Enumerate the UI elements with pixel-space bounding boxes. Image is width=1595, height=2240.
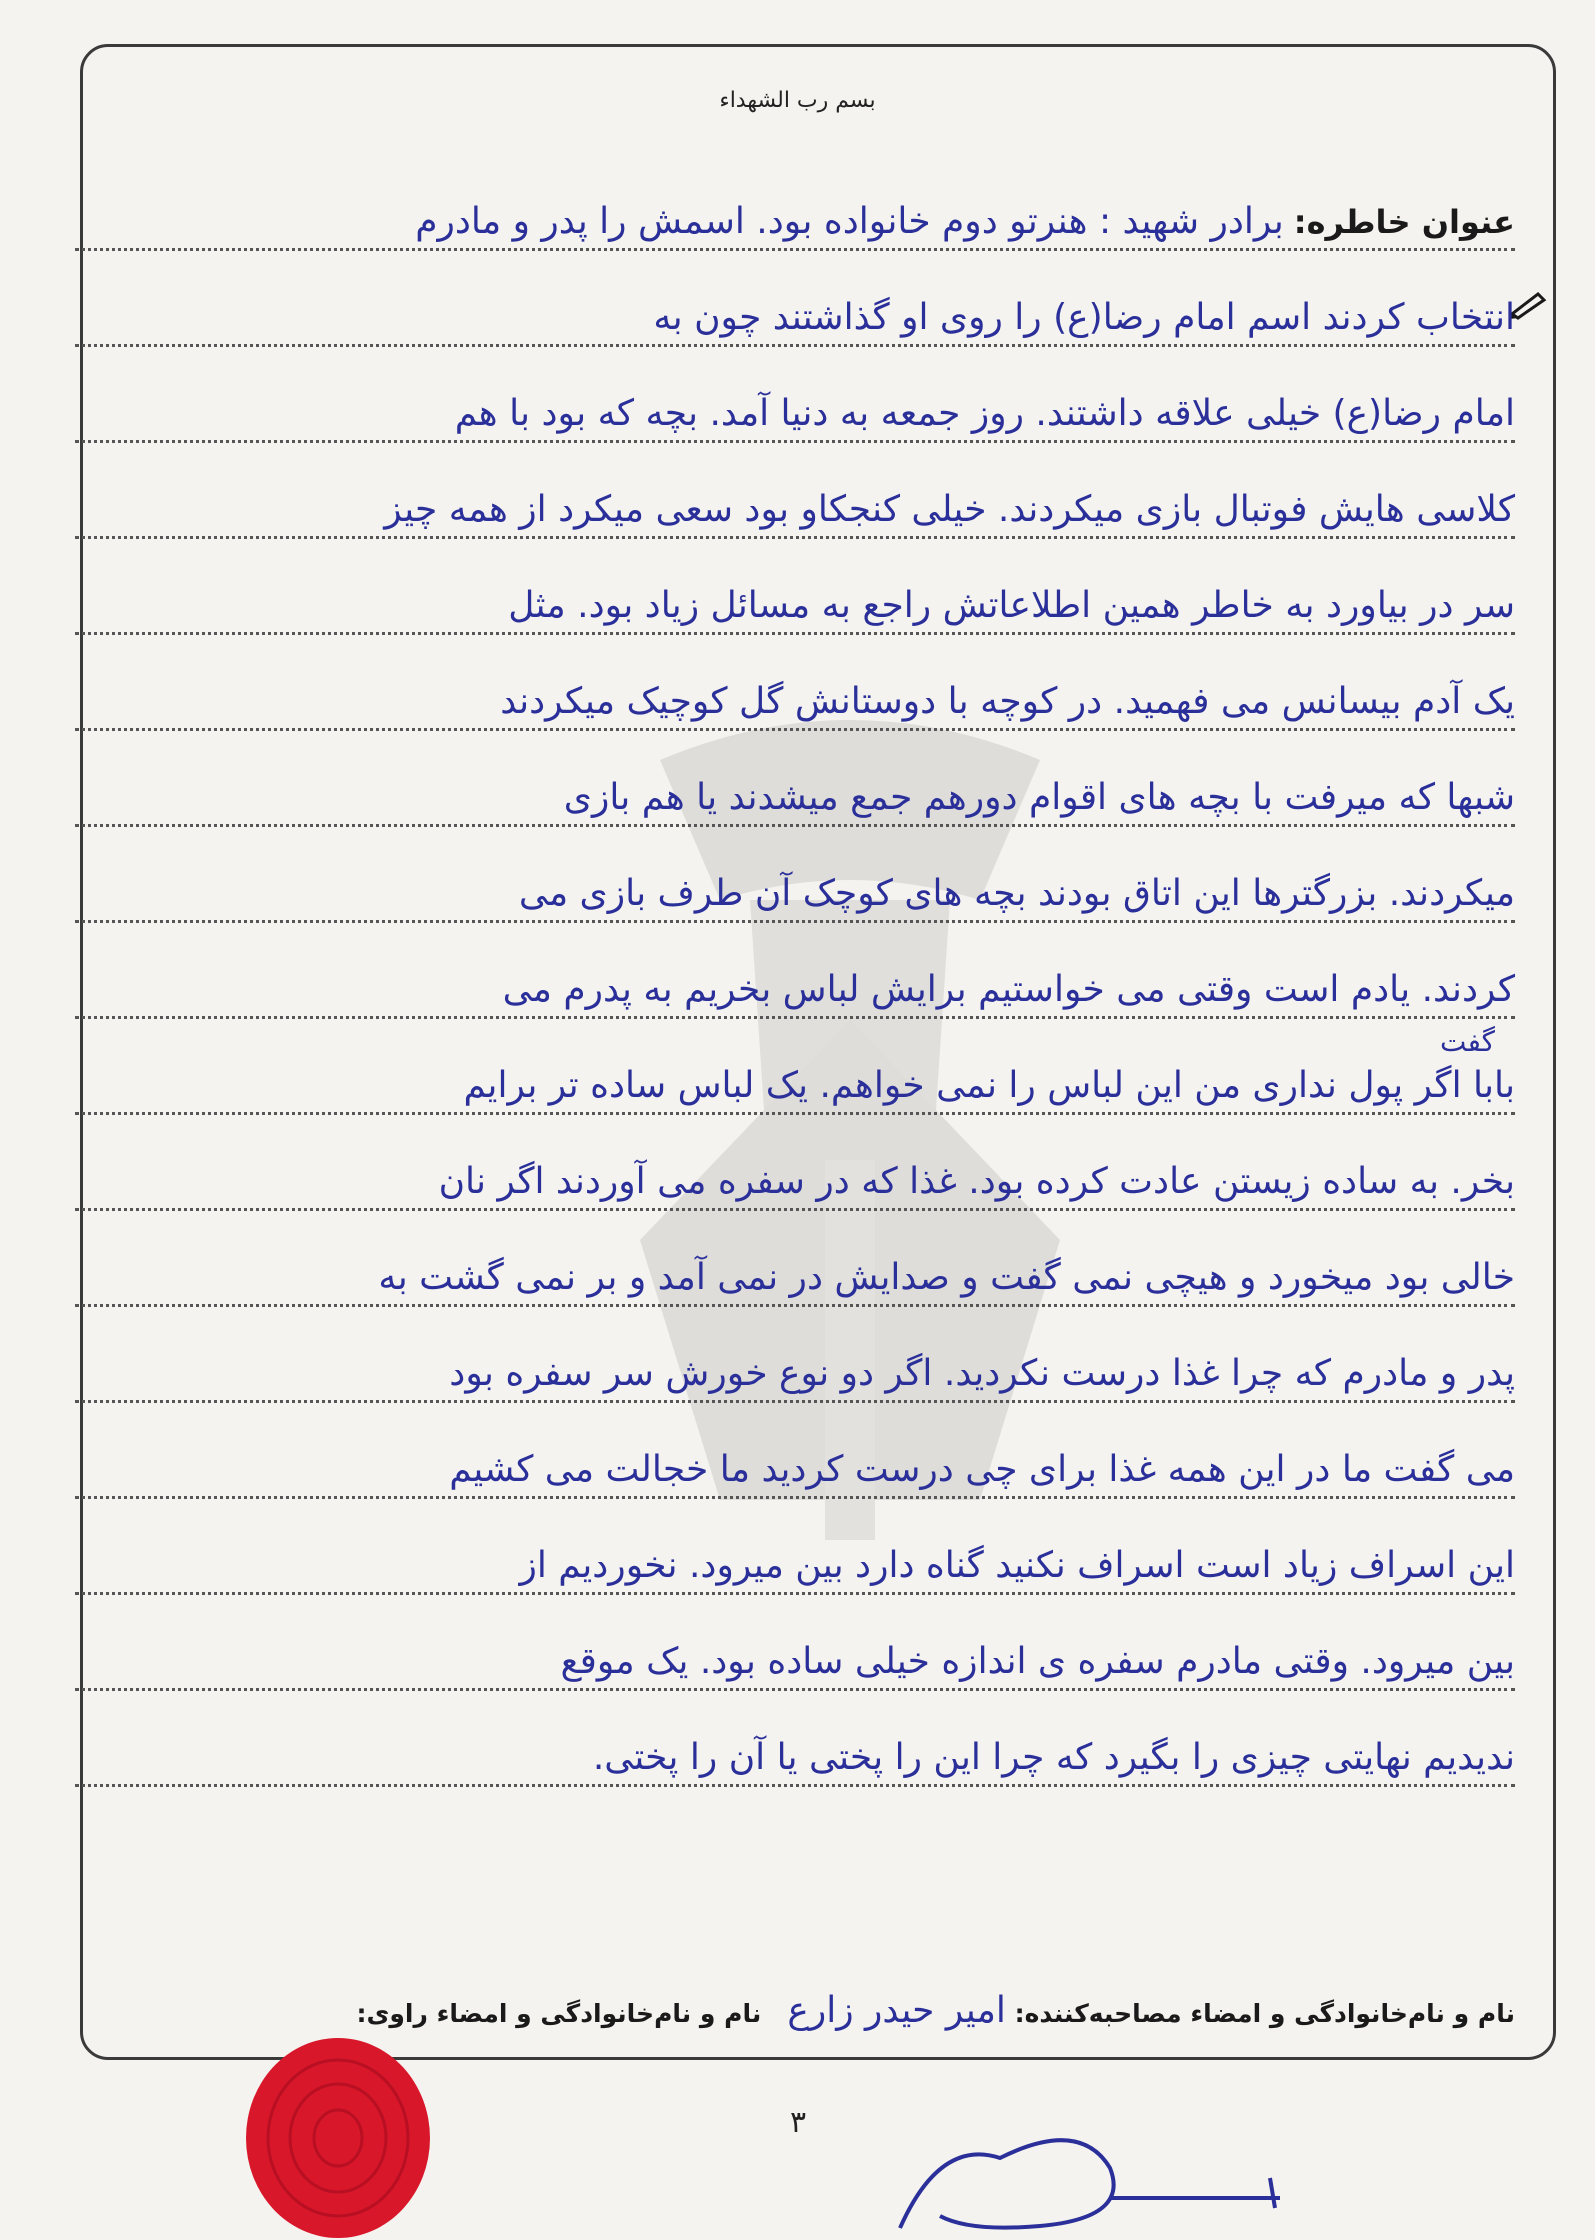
memory-line-17: ندیدیم نهایتی چیزی را بگیرد که چرا این را پختی یا آن را پختی. xyxy=(75,1732,1515,1787)
thumbprint-mark xyxy=(238,2028,438,2240)
memory-line-5: سر در بیاورد به خاطر همین اطلاعاتش راجع به مسائل زیاد بود. مثل xyxy=(75,580,1515,635)
memory-line-4: کلاسی هایش فوتبال بازی میکردند. خیلی کنجکاو بود سعی میکرد از همه چیز xyxy=(75,484,1515,539)
margin-note: گفت xyxy=(1440,1025,1495,1058)
document-heading: بسم رب الشهداء xyxy=(719,88,876,113)
memory-line-text: برادر شهید : هنرتو دوم خانواده بود. اسمش را پدر و مادرم xyxy=(415,201,1284,242)
memory-line-12: خالی بود میخورد و هیچی نمی گفت و صدایش در نمی آمد و بر نمی گشت به xyxy=(75,1252,1515,1307)
narrator-label: نام و نام‌خانوادگی و امضاء راوی: xyxy=(356,1999,762,2028)
memory-line-1 xyxy=(75,196,1515,251)
memory-line-11: بخر. به ساده زیستن عادت کرده بود. غذا که در سفره می آوردند اگر نان xyxy=(75,1156,1515,1211)
memory-line-3: امام رضا(ع) خیلی علاقه داشتند. روز جمعه به دنیا آمد. بچه که بود با هم xyxy=(75,388,1515,443)
memory-line-2: انتخاب کردند اسم امام رضا(ع) را روی او گذاشتند چون به xyxy=(75,292,1515,347)
memory-line-14: می گفت ما در این همه غذا برای چی درست کردید ما خجالت می کشیم xyxy=(75,1444,1515,1499)
signature-footer xyxy=(65,1990,1515,2031)
memory-line-10: بابا اگر پول نداری من این لباس را نمی خواهم. یک لباس ساده تر برایم xyxy=(75,1060,1515,1115)
memory-line-9: کردند. یادم است وقتی می خواستیم برایش لباس بخریم به پدرم می xyxy=(75,964,1515,1019)
memory-line-16: بین میرود. وقتی مادرم سفره ی اندازه خیلی ساده بود. یک موقع xyxy=(75,1636,1515,1691)
memory-line-13: پدر و مادرم که چرا غذا درست نکردید. اگر دو نوع خورش سر سفره بود xyxy=(75,1348,1515,1403)
interviewer-name: امیر حیدر زارع xyxy=(787,1990,1006,2031)
memory-title-label: عنوان خاطره: xyxy=(1293,203,1515,241)
memory-line-7: شبها که میرفت با بچه های اقوام دورهم جمع میشدند یا هم بازی xyxy=(75,772,1515,827)
narrator-signature xyxy=(880,2098,1300,2240)
memory-line-8: میکردند. بزرگترها این اتاق بودند بچه های کوچک آن طرف بازی می xyxy=(75,868,1515,923)
memory-line-6: یک آدم بیسانس می فهمید. در کوچه با دوستانش گل کوچیک میکردند xyxy=(75,676,1515,731)
page-number: ۳ xyxy=(790,2105,807,2140)
interviewer-label: نام و نام‌خانوادگی و امضاء مصاحبه‌کننده: xyxy=(1014,1999,1515,2028)
memory-line-15: این اسراف زیاد است اسراف نکنید گناه دارد بین میرود. نخوردیم از xyxy=(75,1540,1515,1595)
